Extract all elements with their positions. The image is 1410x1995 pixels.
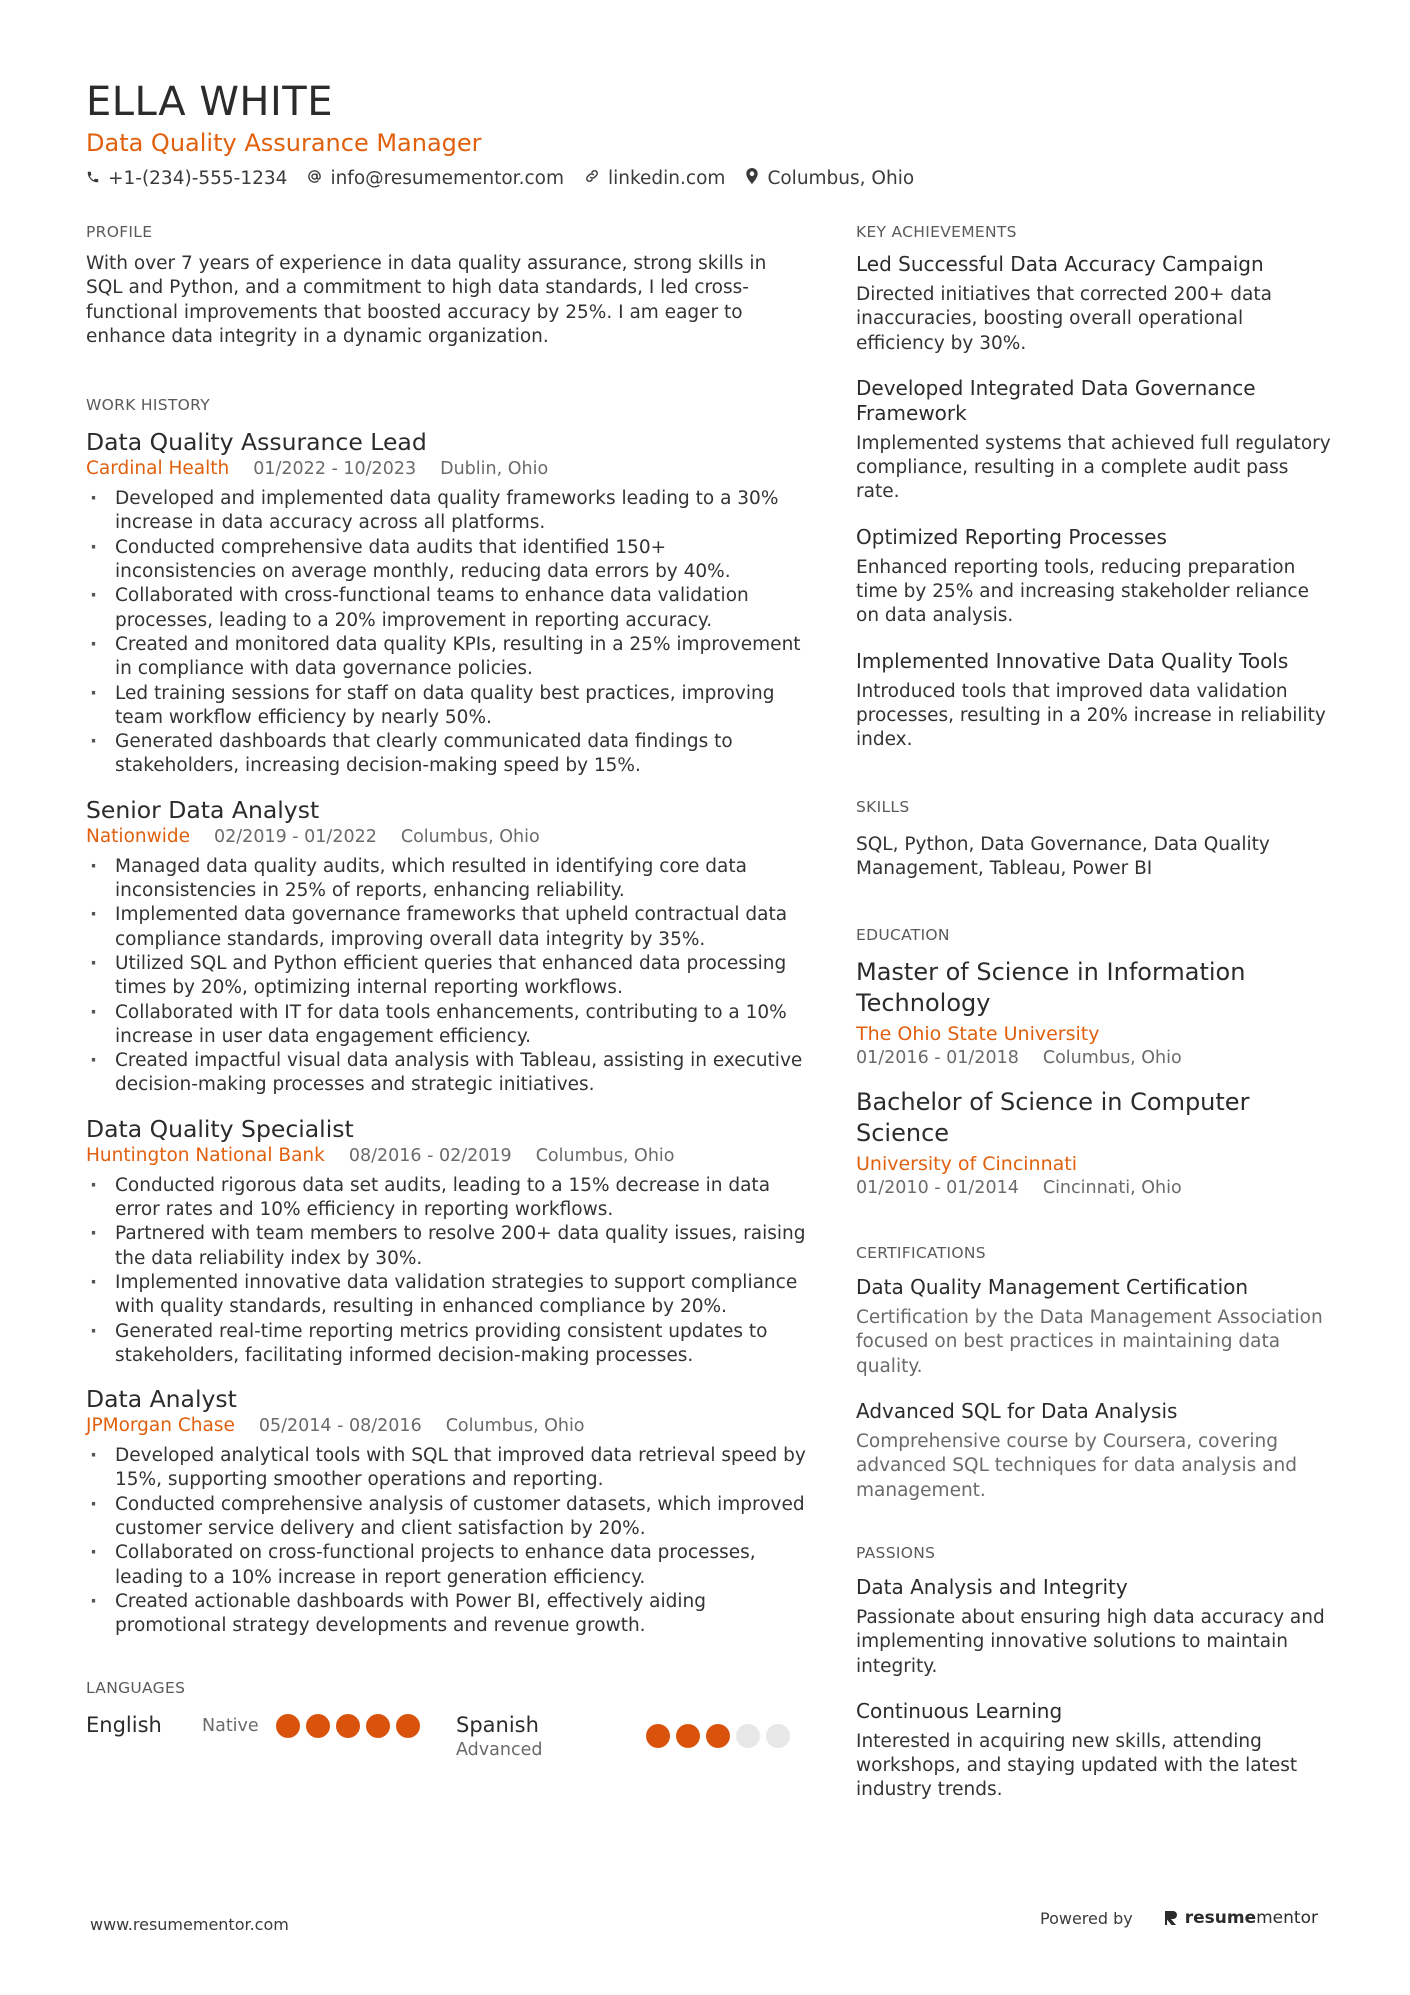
certification-title: Data Quality Management Certification xyxy=(856,1275,1249,1300)
list-item: · Utilized SQL and Python efficient queries that enhanced data processing times by 20%, optimizing internal reporting workflows. xyxy=(86,952,806,1001)
rating-dot-filled xyxy=(396,1714,420,1738)
job-location: Columbus, Ohio xyxy=(445,1416,585,1437)
email-text: info@resumementor.com xyxy=(330,168,564,189)
certification-item xyxy=(856,1399,1336,1503)
section-heading: LANGUAGES xyxy=(86,1679,186,1698)
language-name: Spanish xyxy=(456,1713,539,1738)
list-item: · Developed analytical tools with SQL that improved data retrieval speed by 15%, supporting smoother operations and reporting. xyxy=(86,1444,806,1493)
achievement-title: Implemented Innovative Data Quality Tools xyxy=(856,648,1289,673)
list-item: · Developed and implemented data quality frameworks leading to a 30% increase in data accuracy across all platforms. xyxy=(86,487,806,536)
languages-row xyxy=(86,1712,806,1762)
job-entry-title: Data Quality Specialist xyxy=(86,1114,354,1143)
section-heading: WORK HISTORY xyxy=(86,396,210,415)
list-item: · Led training sessions for staff on data quality best practices, improving team workflow efficiency by nearly 50%. xyxy=(86,682,806,731)
passion-text: Interested in acquiring new skills, attending workshops, and staying updated with the latest industry trends. xyxy=(856,1730,1298,1801)
resumementor-logo-icon xyxy=(1163,1909,1179,1927)
achievement-text: Enhanced reporting tools, reducing preparation time by 25% and increasing stakeholder reliance on data analysis. xyxy=(856,556,1309,627)
language-name-english xyxy=(86,1712,202,1738)
left-column xyxy=(86,222,806,1762)
achievement-item xyxy=(856,525,1336,629)
powered-by-text: Powered by xyxy=(1040,1908,1133,1928)
list-item: · Created actionable dashboards with Power BI, effectively aiding promotional strategy developments and revenue growth. xyxy=(86,1590,806,1639)
job-bullets xyxy=(86,1174,806,1368)
education-item xyxy=(856,957,1336,1069)
achievement-text: Directed initiatives that corrected 200+ data inaccuracies, boosting overall operational efficiency by 30%. xyxy=(856,284,1272,354)
rating-dot-filled xyxy=(276,1714,300,1738)
languages-section xyxy=(86,1678,806,1762)
certifications-section xyxy=(856,1243,1336,1503)
brand-logo[interactable] xyxy=(1163,1908,1318,1928)
company-name: Cardinal Health xyxy=(86,458,230,480)
section-heading: EDUCATION xyxy=(856,926,950,945)
section-heading: PASSIONS xyxy=(856,1543,936,1562)
achievement-text: Introduced tools that improved data validation processes, resulting in a 20% increase in reliability index. xyxy=(856,680,1326,751)
job-entry xyxy=(86,427,806,779)
list-item: · Managed data quality audits, which resulted in identifying core data inconsistencies in 25% of reports, enhancing reliability. xyxy=(86,855,806,904)
job-location: Columbus, Ohio xyxy=(535,1145,675,1166)
rating-dot-filled xyxy=(306,1714,330,1738)
brand-part2: mentor xyxy=(1256,1908,1318,1928)
list-item: · Collaborated with cross-functional teams to enhance data validation processes, leading to a 20% improvement in reporting accuracy. xyxy=(86,584,806,633)
list-item: · Created impactful visual data analysis with Tableau, assisting in executive decision-making processes and strategic initiatives. xyxy=(86,1049,806,1098)
resume-header xyxy=(86,76,1326,189)
passion-item xyxy=(856,1699,1336,1803)
certification-text: Comprehensive course by Coursera, covering advanced SQL techniques for data analysis and management. xyxy=(856,1431,1297,1501)
passion-title: Continuous Learning xyxy=(856,1698,1063,1723)
achievement-text: Implemented systems that achieved full regulatory compliance, resulting in a complete audit pass rate. xyxy=(856,432,1331,503)
list-item: · Generated real-time reporting metrics providing consistent updates to stakeholders, facilitating informed decision-making processes. xyxy=(86,1320,806,1369)
achievement-item xyxy=(856,376,1336,505)
rating-dot-filled xyxy=(336,1714,360,1738)
education-item xyxy=(856,1087,1336,1199)
education-dates: 01/2016 - 01/2018 xyxy=(856,1048,1019,1069)
passion-text: Passionate about ensuring high data accuracy and implementing innovative solutions to maintain integrity. xyxy=(856,1606,1325,1677)
list-item: · Partnered with team members to resolve 200+ data quality issues, raising the data reliability index by 30%. xyxy=(86,1222,806,1271)
certification-title: Advanced SQL for Data Analysis xyxy=(856,1399,1178,1424)
location-text: Columbus, Ohio xyxy=(767,168,915,189)
list-item: · Generated dashboards that clearly communicated data findings to stakeholders, increasing decision-making speed by 15%. xyxy=(86,730,806,779)
work-history-section xyxy=(86,395,806,1638)
achievement-title: Developed Integrated Data Governance Framework xyxy=(856,375,1256,425)
language-level: Native xyxy=(202,1716,259,1737)
passion-item xyxy=(856,1575,1336,1679)
company-name: Huntington National Bank xyxy=(86,1144,325,1166)
job-entry-title: Data Analyst xyxy=(86,1385,237,1414)
job-entry-meta xyxy=(86,1144,806,1168)
linkedin-text: linkedin.com xyxy=(607,168,726,189)
location-pin-icon xyxy=(745,168,767,189)
degree-title: Bachelor of Science in Computer Science xyxy=(856,1088,1250,1147)
section-heading: PROFILE xyxy=(86,223,153,241)
education-dates: 01/2010 - 01/2014 xyxy=(856,1178,1019,1199)
list-item: · Implemented data governance frameworks that upheld contractual data compliance standards, improving overall data integrity by 35%. xyxy=(86,903,806,952)
right-column xyxy=(856,222,1336,1803)
job-entry-title: Data Quality Assurance Lead xyxy=(86,428,427,457)
achievement-title: Led Successful Data Accuracy Campaign xyxy=(856,252,1264,276)
contact-phone xyxy=(86,168,287,189)
brand-part1: resume xyxy=(1184,1908,1257,1928)
job-dates: 08/2016 - 02/2019 xyxy=(348,1145,512,1166)
footer-website[interactable]: www.resumementor.com xyxy=(90,1915,289,1934)
passion-title: Data Analysis and Integrity xyxy=(856,1574,1128,1599)
contact-location xyxy=(745,168,914,189)
contact-email[interactable] xyxy=(307,168,564,189)
section-heading: CERTIFICATIONS xyxy=(856,1244,986,1263)
job-location: Columbus, Ohio xyxy=(400,826,540,847)
language-level: Advanced xyxy=(456,1740,543,1761)
school-name: University of Cincinnati xyxy=(856,1153,1078,1176)
achievements-section xyxy=(856,222,1336,753)
degree-title: Master of Science in Information Technology xyxy=(856,958,1246,1017)
list-item: · Conducted comprehensive analysis of customer datasets, which improved customer service delivery and client satisfaction by 20%. xyxy=(86,1493,806,1542)
job-dates: 05/2014 - 08/2016 xyxy=(258,1416,422,1437)
achievement-item xyxy=(856,649,1336,753)
section-heading: KEY ACHIEVEMENTS xyxy=(856,223,1017,241)
footer-powered xyxy=(1040,1908,1318,1928)
job-title: Data Quality Assurance Manager xyxy=(86,129,482,157)
job-entry xyxy=(86,1384,806,1638)
rating-dot-filled xyxy=(706,1724,730,1748)
job-entry-title: Senior Data Analyst xyxy=(86,795,320,824)
rating-dot-filled xyxy=(646,1724,670,1748)
list-item: · Created and monitored data quality KPIs, resulting in a 25% improvement in compliance with data governance policies. xyxy=(86,633,806,682)
skills-text: SQL, Python, Data Governance, Data Quality Management, Tableau, Power BI xyxy=(856,833,1270,879)
rating-dot-filled xyxy=(676,1724,700,1748)
profile-text: With over 7 years of experience in data quality assurance, strong skills in SQL and Python, and a commitment to high data standards, I led cross-functional improvements that boosted accuracy by 25%. I am eager to enhance data integrity in a dynamic organization. xyxy=(86,253,767,347)
certification-item xyxy=(856,1275,1336,1379)
section-heading: SKILLS xyxy=(856,797,910,816)
school-name: The Ohio State University xyxy=(856,1023,1100,1046)
education-section xyxy=(856,925,1336,1199)
list-item: · Collaborated with IT for data tools enhancements, contributing to a 10% increase in user data engagement efficiency. xyxy=(86,1001,806,1050)
list-item: · Collaborated on cross-functional projects to enhance data processes, leading to a 10% increase in report generation efficiency. xyxy=(86,1541,806,1590)
contact-linkedin[interactable] xyxy=(584,168,725,189)
phone-icon xyxy=(86,168,108,189)
achievement-item xyxy=(856,252,1336,356)
contact-row xyxy=(86,168,1326,189)
language-spanish xyxy=(456,1712,646,1762)
link-icon xyxy=(584,168,608,189)
company-name: JPMorgan Chase xyxy=(86,1415,235,1437)
phone-text: +1-(234)-555-1234 xyxy=(108,168,288,189)
company-name: Nationwide xyxy=(86,825,191,847)
job-bullets xyxy=(86,1444,806,1638)
education-location: Columbus, Ohio xyxy=(1042,1048,1182,1069)
job-dates: 02/2019 - 01/2022 xyxy=(214,826,377,847)
rating-dot-empty xyxy=(766,1724,790,1748)
job-entry xyxy=(86,1114,806,1368)
job-entry-meta xyxy=(86,1414,806,1438)
education-meta xyxy=(856,1047,1336,1069)
candidate-name: ELLA WHITE xyxy=(86,79,333,125)
language-name: English xyxy=(86,1713,162,1738)
rating-dot-filled xyxy=(366,1714,390,1738)
certification-text: Certification by the Data Management Association focused on best practices in maintaining data quality. xyxy=(856,1307,1323,1377)
job-entry-meta xyxy=(86,825,806,849)
job-entry-meta xyxy=(86,457,806,481)
education-meta xyxy=(856,1177,1336,1199)
list-item: · Implemented innovative data validation strategies to support compliance with quality standards, resulting in enhanced compliance by 20%. xyxy=(86,1271,806,1320)
job-dates: 01/2022 - 10/2023 xyxy=(253,459,417,480)
job-bullets xyxy=(86,487,806,779)
achievement-title: Optimized Reporting Processes xyxy=(856,524,1167,549)
job-location: Dublin, Ohio xyxy=(440,459,549,480)
job-bullets xyxy=(86,855,806,1098)
language-rating xyxy=(276,1714,456,1738)
passions-section xyxy=(856,1543,1336,1803)
rating-dot-empty xyxy=(736,1724,760,1748)
job-entry xyxy=(86,795,806,1098)
list-item: · Conducted rigorous data set audits, leading to a 15% decrease in data error rates and 10% efficiency in reporting workflows. xyxy=(86,1174,806,1223)
skills-section xyxy=(856,797,1336,882)
list-item: · Conducted comprehensive data audits that identified 150+ inconsistencies on average monthly, reducing data errors by 40%. xyxy=(86,536,806,585)
at-icon xyxy=(307,168,330,189)
language-rating xyxy=(646,1724,796,1748)
profile-section xyxy=(86,222,806,349)
education-location: Cincinnati, Ohio xyxy=(1042,1178,1182,1199)
